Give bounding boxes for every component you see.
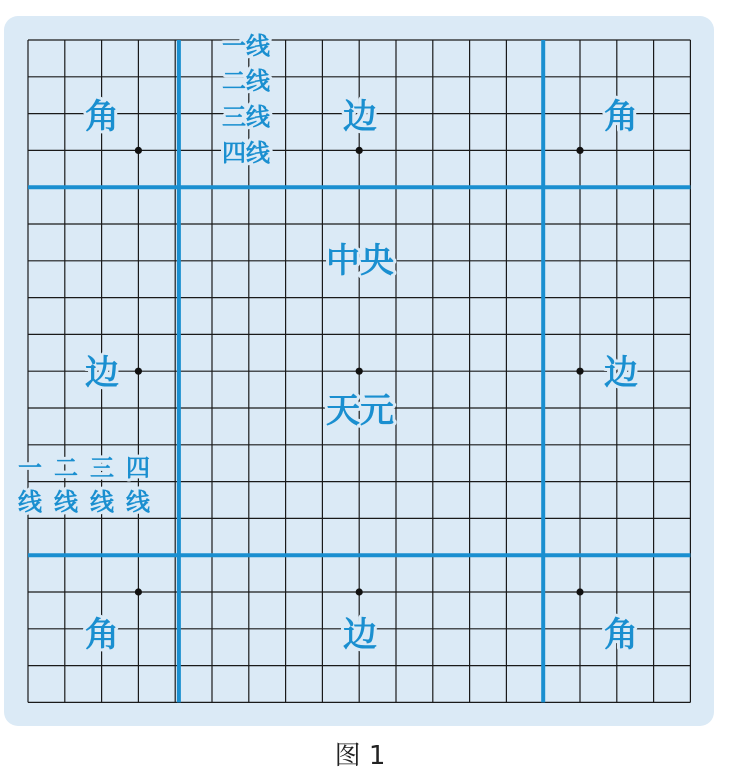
line-label-left-1-char-1: 一 [18, 454, 42, 482]
line-label-top-4: 四线 [222, 139, 270, 167]
line-label-left-1-char-2: 线 [18, 488, 42, 516]
star-point [135, 368, 142, 375]
figure-caption: 图 1 [334, 741, 386, 771]
line-label-left-3-char-2: 线 [90, 488, 114, 516]
label-corner-bottom-left: 角 [85, 615, 119, 655]
line-label-top-2: 二线 [222, 67, 270, 95]
label-tengen: 天元 [326, 391, 394, 431]
line-label-top-1: 一线 [222, 32, 270, 60]
label-edge-right: 边 [604, 353, 638, 393]
line-label-top-3: 三线 [222, 103, 270, 131]
label-corner-top-left: 角 [85, 97, 119, 137]
label-center: 中央 [326, 241, 394, 281]
star-point [356, 147, 363, 154]
star-point [356, 588, 363, 595]
line-label-left-2-char-1: 二 [54, 454, 78, 482]
star-point [135, 147, 142, 154]
line-label-left-3-char-1: 三 [90, 454, 114, 482]
star-point [576, 368, 583, 375]
label-edge-left: 边 [85, 353, 119, 393]
label-edge-top: 边 [343, 97, 377, 137]
line-label-left-4-char-1: 四 [126, 454, 150, 482]
line-label-left-4-char-2: 线 [126, 488, 150, 516]
label-edge-bottom: 边 [343, 615, 377, 655]
star-point [135, 588, 142, 595]
label-corner-top-right: 角 [604, 97, 638, 137]
star-point [356, 368, 363, 375]
label-corner-bottom-right: 角 [604, 615, 638, 655]
line-label-left-2-char-2: 线 [54, 488, 78, 516]
star-point [576, 147, 583, 154]
star-point [576, 588, 583, 595]
